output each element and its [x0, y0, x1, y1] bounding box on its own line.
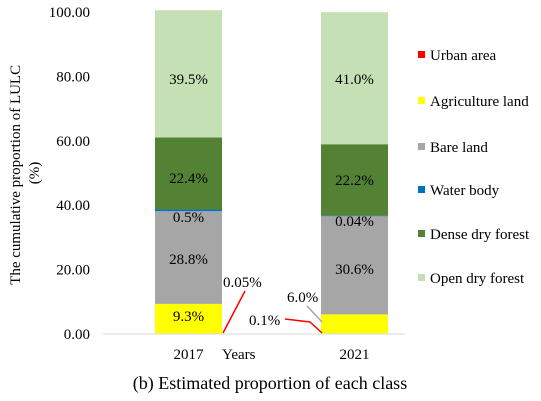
leader-line — [307, 306, 322, 322]
legend-label: Water body — [430, 183, 500, 199]
legend-label: Agriculture land — [430, 94, 529, 110]
legend-label: Urban area — [430, 48, 497, 64]
data-label: 41.0% — [335, 72, 374, 88]
x-axis-title: Years — [222, 347, 256, 363]
y-tick-label: 20.00 — [56, 262, 90, 279]
y-axis-title-line-2: (%) — [27, 161, 43, 185]
y-axis-title — [8, 61, 43, 285]
legend — [418, 48, 530, 287]
bar-group — [155, 10, 388, 334]
callouts — [223, 275, 322, 333]
data-label: 0.1% — [249, 313, 281, 329]
data-label: 22.2% — [335, 173, 374, 189]
data-label: 30.6% — [335, 262, 374, 278]
y-tick-label: 80.00 — [56, 69, 90, 86]
data-label: 0.05% — [223, 275, 262, 291]
legend-swatch — [418, 143, 425, 150]
data-label: 22.4% — [169, 171, 208, 187]
legend-label: Dense dry forest — [430, 227, 530, 243]
y-tick-label: 100.00 — [48, 5, 90, 21]
y-tick-label: 60.00 — [56, 133, 90, 150]
data-label: 0.04% — [335, 214, 374, 230]
legend-swatch — [418, 274, 425, 281]
data-label: 9.3% — [172, 309, 205, 325]
data-label: 39.5% — [169, 72, 208, 88]
legend-swatch — [418, 51, 425, 58]
data-label: 0.5% — [172, 210, 205, 226]
bar-segment-agriculture-land — [321, 314, 388, 333]
data-label: 6.0% — [287, 290, 319, 306]
leader-line — [223, 291, 245, 333]
legend-swatch — [418, 186, 425, 193]
y-tick-label: 0.00 — [63, 327, 90, 343]
legend-swatch — [418, 230, 425, 237]
y-axis-title-line-1: The cumulative proportion of LULC — [8, 64, 24, 285]
leader-line — [285, 319, 322, 333]
x-tick-label: 2021 — [339, 347, 370, 363]
legend-label: Open dry forest — [430, 271, 525, 287]
data-label: 28.8% — [169, 252, 208, 268]
x-axis — [103, 334, 405, 363]
legend-swatch — [418, 97, 425, 104]
y-axis — [49, 5, 90, 343]
legend-label: Bare land — [430, 140, 488, 156]
chart-caption: (b) Estimated proportion of each class — [132, 373, 408, 393]
x-tick-label: 2017 — [173, 347, 204, 363]
y-tick-label: 40.00 — [56, 198, 90, 215]
